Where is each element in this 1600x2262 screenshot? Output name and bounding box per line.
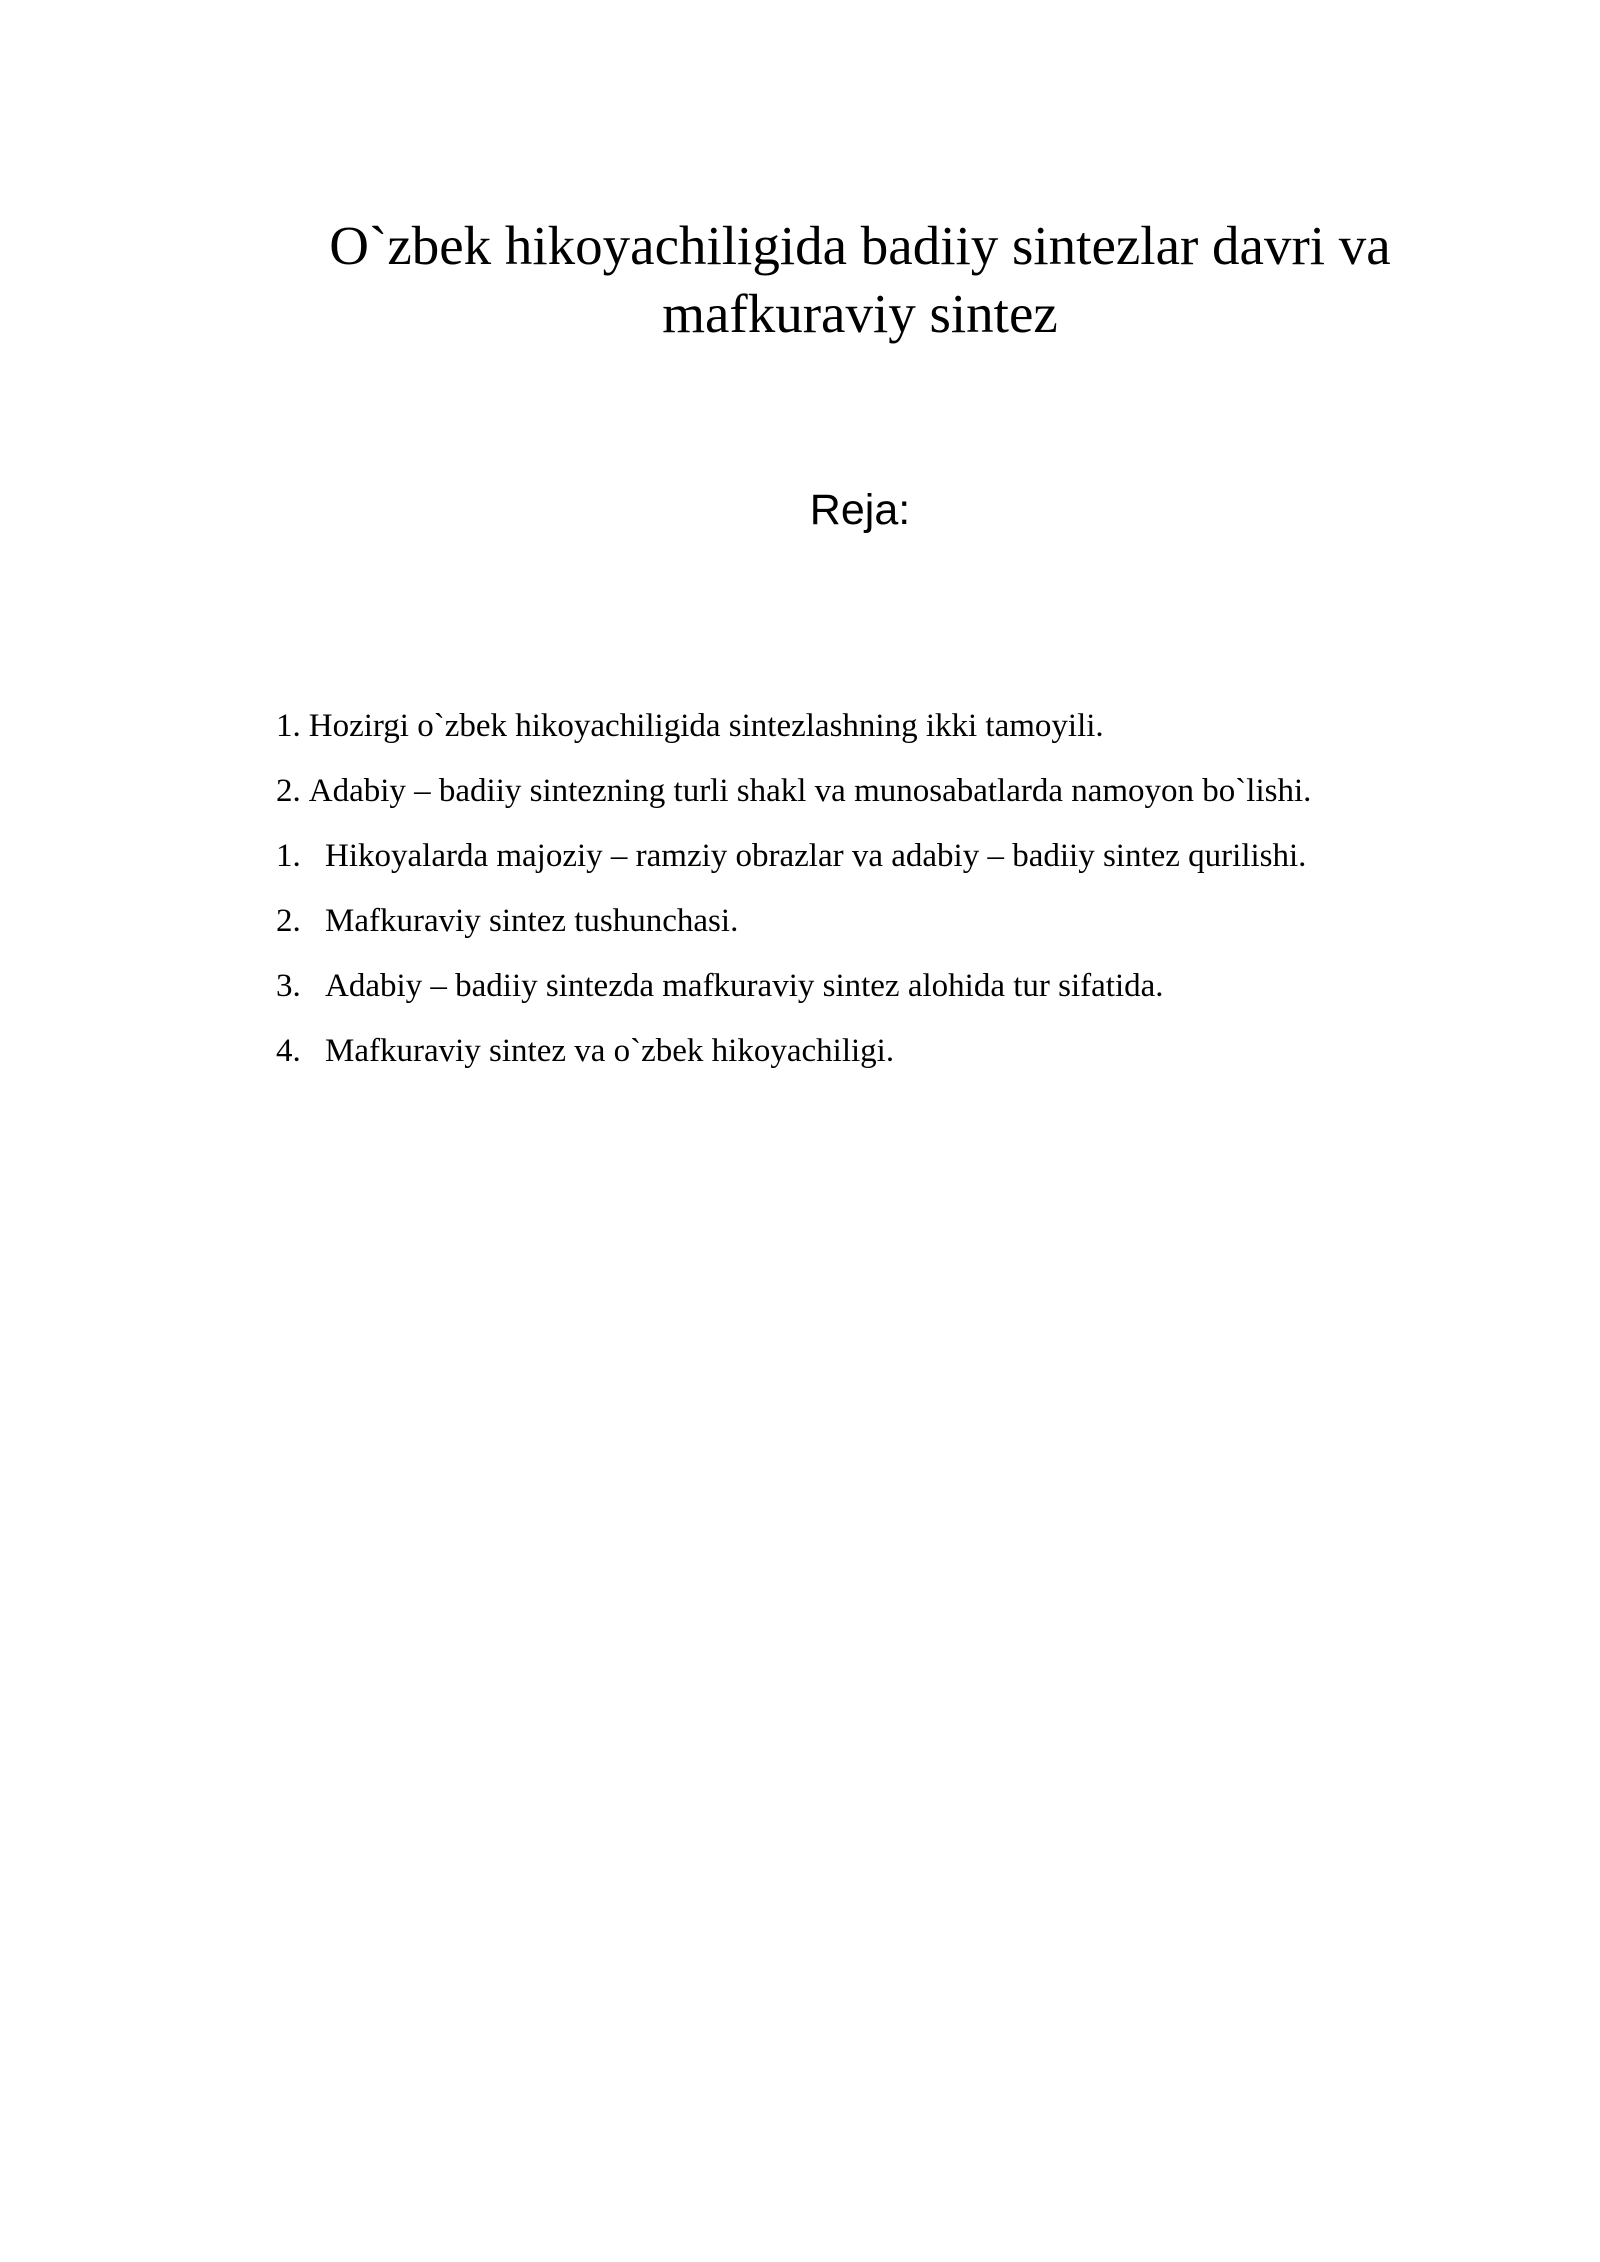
plan-item-number: 1. (276, 708, 301, 744)
document-title (200, 212, 1520, 348)
plan-item-text: Adabiy – badiiy sintezda mafkuraviy sintez alohida tur sifatida. (325, 968, 1164, 1004)
plan-item-text: Hozirgi o`zbek hikoyachiligida sintezlashning ikki tamoyili. (308, 708, 1104, 744)
plan-heading: Reja: (809, 486, 911, 534)
plan-item (276, 824, 1516, 889)
plan-item-text: Adabiy – badiiy sintezning turli shakl va munosabatlarda namoyon bo`lishi. (308, 773, 1312, 809)
plan-item (276, 759, 1516, 824)
plan-item-text: Hikoyalarda majoziy – ramziy obrazlar va adabiy – badiiy sintez qurilishi. (325, 838, 1307, 874)
title-line-1: O`zbek hikoyachiligida badiiy sintezlar davri va (329, 215, 1391, 276)
plan-item-number: 4. (276, 1033, 301, 1069)
plan-item-text: Mafkuraviy sintez tushunchasi. (325, 903, 739, 939)
plan-item-number: 1. (276, 838, 301, 874)
title-line-2: mafkuraviy sintez (662, 283, 1058, 344)
plan-item-number: 3. (276, 968, 301, 1004)
plan-item (276, 954, 1516, 1019)
plan-item-number: 2. (276, 903, 301, 939)
plan-item (276, 1019, 1516, 1084)
plan-list (276, 694, 1516, 1084)
plan-item (276, 889, 1516, 954)
plan-item (276, 694, 1516, 759)
plan-item-text: Mafkuraviy sintez va o`zbek hikoyachiligi. (325, 1033, 895, 1069)
plan-item-number: 2. (276, 773, 301, 809)
